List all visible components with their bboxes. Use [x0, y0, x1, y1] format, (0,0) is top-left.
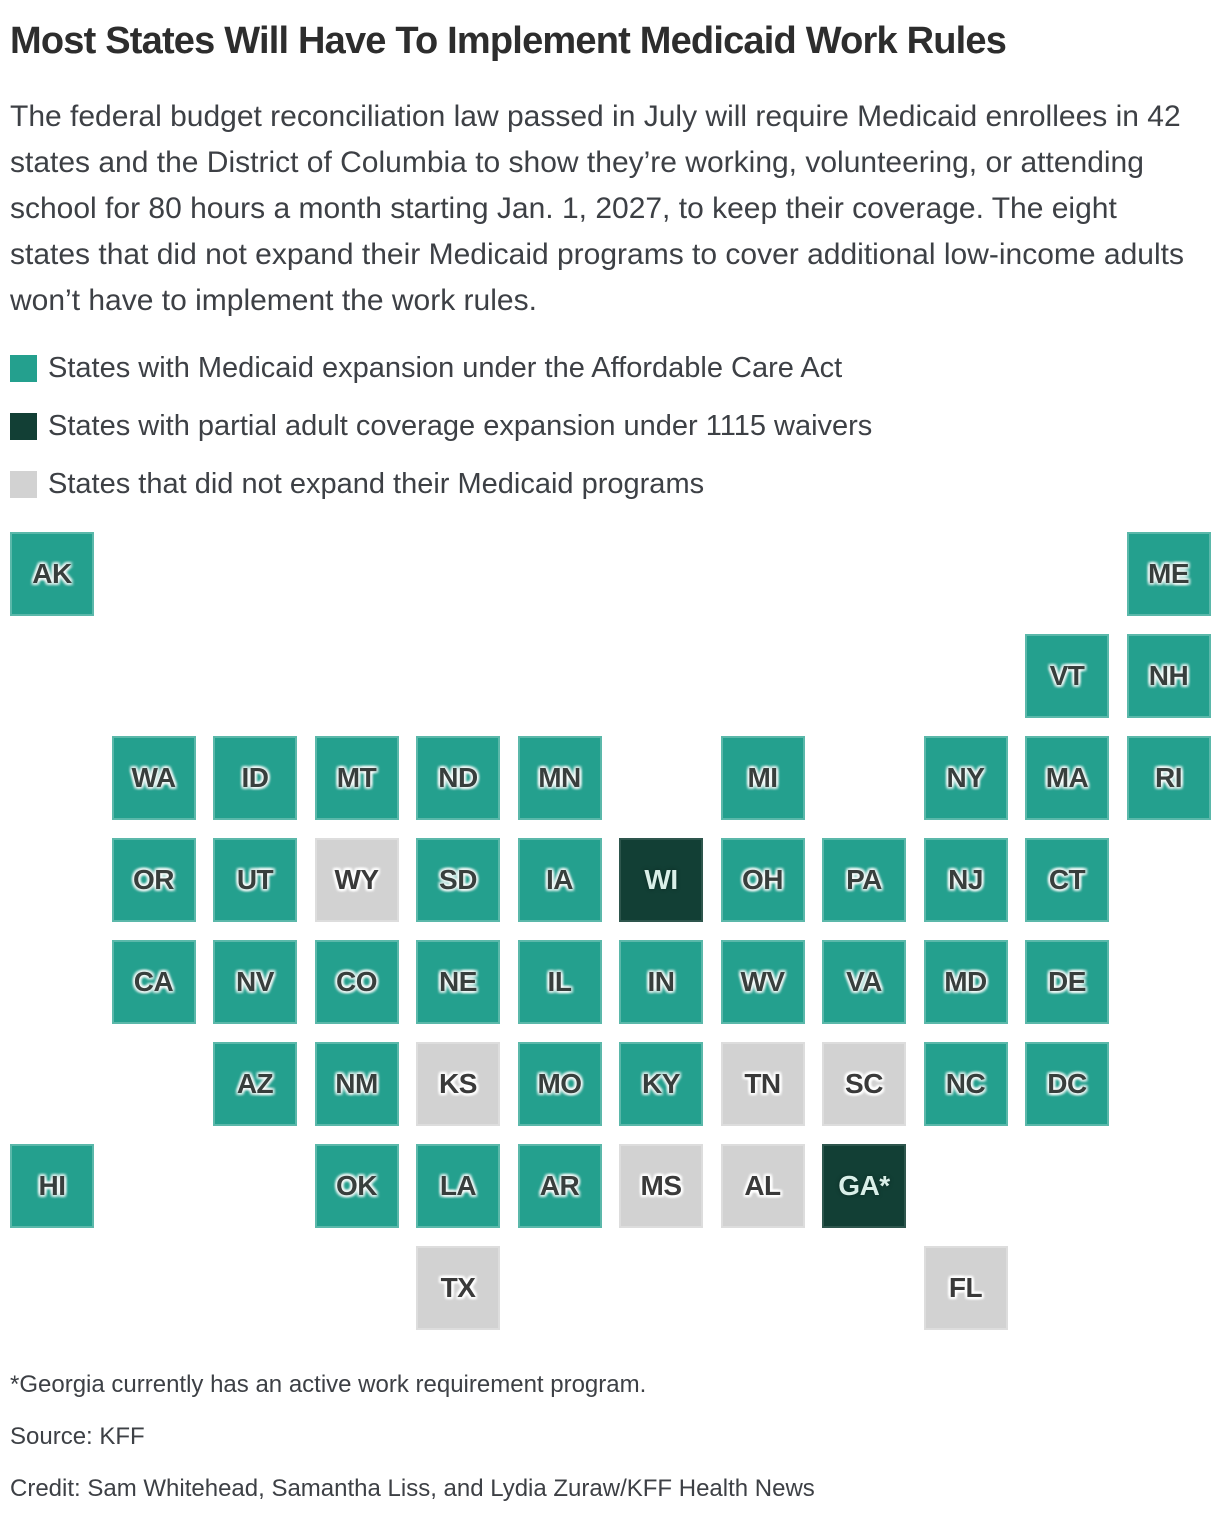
state-tile-ky: KY: [619, 1042, 703, 1126]
state-tile-pa: PA: [822, 838, 906, 922]
state-tile-in: IN: [619, 940, 703, 1024]
state-tile-ut: UT: [213, 838, 297, 922]
state-tile-ct: CT: [1025, 838, 1109, 922]
state-tile-me: ME: [1127, 532, 1211, 616]
state-tile-nd: ND: [416, 736, 500, 820]
state-tile-ms: MS: [619, 1144, 703, 1228]
legend-swatch-partial-icon: [10, 413, 37, 440]
state-tile-dc: DC: [1025, 1042, 1109, 1126]
state-tile-ri: RI: [1127, 736, 1211, 820]
state-tile-nh: NH: [1127, 634, 1211, 718]
legend-label-none: States that did not expand their Medicaid programs: [48, 467, 705, 500]
state-tile-nv: NV: [213, 940, 297, 1024]
page-title: Most States Will Have To Implement Medicaid Work Rules: [10, 20, 1007, 62]
state-tile-or: OR: [112, 838, 196, 922]
state-tile-de: DE: [1025, 940, 1109, 1024]
state-tile-ny: NY: [924, 736, 1008, 820]
state-tile-ak: AK: [10, 532, 94, 616]
legend-label-expansion: States with Medicaid expansion under the Affordable Care Act: [48, 351, 843, 384]
legend-label-partial: States with partial adult coverage expansion under 1115 waivers: [48, 409, 873, 442]
state-tile-wv: WV: [721, 940, 805, 1024]
state-tile-tn: TN: [721, 1042, 805, 1126]
state-tile-mi: MI: [721, 736, 805, 820]
state-tile-mo: MO: [518, 1042, 602, 1126]
state-tile-ga: GA*: [822, 1144, 906, 1228]
state-tile-ks: KS: [416, 1042, 500, 1126]
state-tile-al: AL: [721, 1144, 805, 1228]
state-tile-ia: IA: [518, 838, 602, 922]
state-tile-wa: WA: [112, 736, 196, 820]
state-tile-tx: TX: [416, 1246, 500, 1330]
state-tile-ok: OK: [315, 1144, 399, 1228]
state-tile-nc: NC: [924, 1042, 1008, 1126]
state-tile-map: [10, 532, 1211, 1330]
chart-description: The federal budget reconciliation law passed in July will require Medicaid enrollees in 42 states and the District of Columbia to show they’re working, volunteering, or attending school for 80 hours a month starting Jan. 1, 2027, to keep their coverage. The eight states that did not expand their Medicaid programs to cover additional low-income adults won’t have to implement the work rules.: [10, 99, 1184, 317]
state-tile-il: IL: [518, 940, 602, 1024]
state-tile-wi: WI: [619, 838, 703, 922]
state-tile-ca: CA: [112, 940, 196, 1024]
state-tile-mn: MN: [518, 736, 602, 820]
state-tile-md: MD: [924, 940, 1008, 1024]
state-tile-mt: MT: [315, 736, 399, 820]
chart-footer: [10, 1370, 1210, 1503]
state-tile-sd: SD: [416, 838, 500, 922]
state-tile-sc: SC: [822, 1042, 906, 1126]
state-tile-id: ID: [213, 736, 297, 820]
legend-swatch-none-icon: [10, 471, 37, 498]
credit-line: Credit: Sam Whitehead, Samantha Liss, and Lydia Zuraw/KFF Health News: [10, 1474, 815, 1502]
state-tile-ma: MA: [1025, 736, 1109, 820]
state-tile-vt: VT: [1025, 634, 1109, 718]
state-tile-wy: WY: [315, 838, 399, 922]
state-tile-ar: AR: [518, 1144, 602, 1228]
state-tile-hi: HI: [10, 1144, 94, 1228]
state-tile-nj: NJ: [924, 838, 1008, 922]
state-tile-fl: FL: [924, 1246, 1008, 1330]
state-tile-co: CO: [315, 940, 399, 1024]
state-tile-oh: OH: [721, 838, 805, 922]
state-tile-ne: NE: [416, 940, 500, 1024]
legend: [10, 351, 1210, 500]
state-tile-nm: NM: [315, 1042, 399, 1126]
state-tile-va: VA: [822, 940, 906, 1024]
source-line: Source: KFF: [10, 1422, 145, 1450]
state-tile-la: LA: [416, 1144, 500, 1228]
legend-item-partial: [10, 409, 1210, 442]
footnote: *Georgia currently has an active work requirement program.: [10, 1370, 647, 1398]
state-tile-az: AZ: [213, 1042, 297, 1126]
legend-item-none: [10, 467, 1210, 500]
legend-item-expansion: [10, 351, 1210, 384]
legend-swatch-expansion-icon: [10, 355, 37, 382]
